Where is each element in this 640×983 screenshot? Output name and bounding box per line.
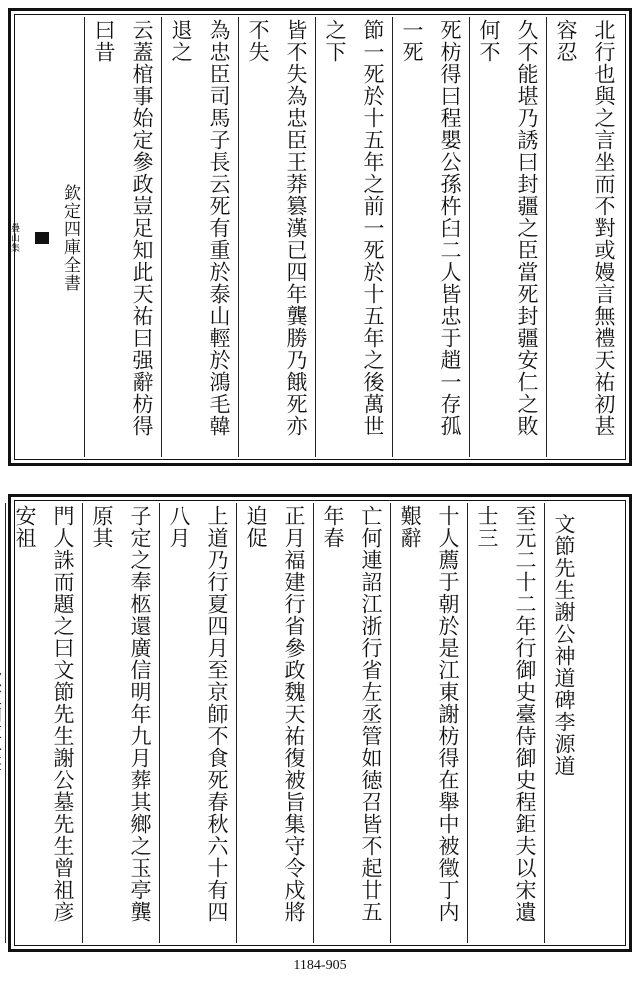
text-column: 子定之奉柩還廣信明年九月葬其鄉之玉亭龔原其 <box>82 503 159 943</box>
text-column: 死枋得曰程嬰公孫杵臼二人皆忠于趙一存孤一死 <box>392 17 469 457</box>
book-name: 疊山集 <box>9 223 19 253</box>
text-column: 云蓋棺事始定參政豈足知此天祐曰强辭枋得曰昔 <box>84 17 161 457</box>
page-number: 1184-905 <box>293 958 347 973</box>
text-column: 至元二十二年行御史臺侍御史程鉅夫以宋遺士三 <box>467 503 544 943</box>
article-title: 文節先生謝公神道碑 <box>552 513 576 711</box>
text-columns-bottom <box>13 503 623 943</box>
text-column <box>544 503 623 943</box>
text-column: 上道乃行夏四月至京師不食死春秋六十有四八月 <box>159 503 236 943</box>
center-fold-column <box>0 17 84 457</box>
text-column: 亡何連詔江浙行省左丞管如徳召皆不起廿五年春 <box>313 503 390 943</box>
text-column: 門人誅而題之曰文節先生謝公墓先生曾祖彦安祖 <box>5 503 82 943</box>
page-panel-bottom <box>8 494 632 952</box>
text-column: 節一死於十五年之前一死於十五年之後萬世之下 <box>315 17 392 457</box>
text-column: 正月福建行省參政魏天祐復被旨集守令戍將迫促 <box>236 503 313 943</box>
text-column: 北行也與之言坐而不對或嫚言無禮天祐初甚容忍 <box>546 17 623 457</box>
fishtail-mark-icon <box>35 232 49 244</box>
text-column: 皆不失為忠臣王莽篡漢已四年龔勝乃餓死亦不失 <box>238 17 315 457</box>
page-panel-top <box>8 8 632 466</box>
text-columns-top <box>9 17 623 457</box>
text-column: 久不能堪乃誘曰封疆之臣當死封疆安仁之敗何不 <box>469 17 546 457</box>
book-series-title: 欽定四庫全書 <box>60 184 80 292</box>
text-column: 十人薦于朝於是江東謝枋得在舉中被徵丁内艱辭 <box>390 503 467 943</box>
author-name: 李源道 <box>552 711 576 777</box>
text-column: 為忠臣司馬子長云死有重於泰山輕於鴻毛韓退之 <box>161 17 238 457</box>
